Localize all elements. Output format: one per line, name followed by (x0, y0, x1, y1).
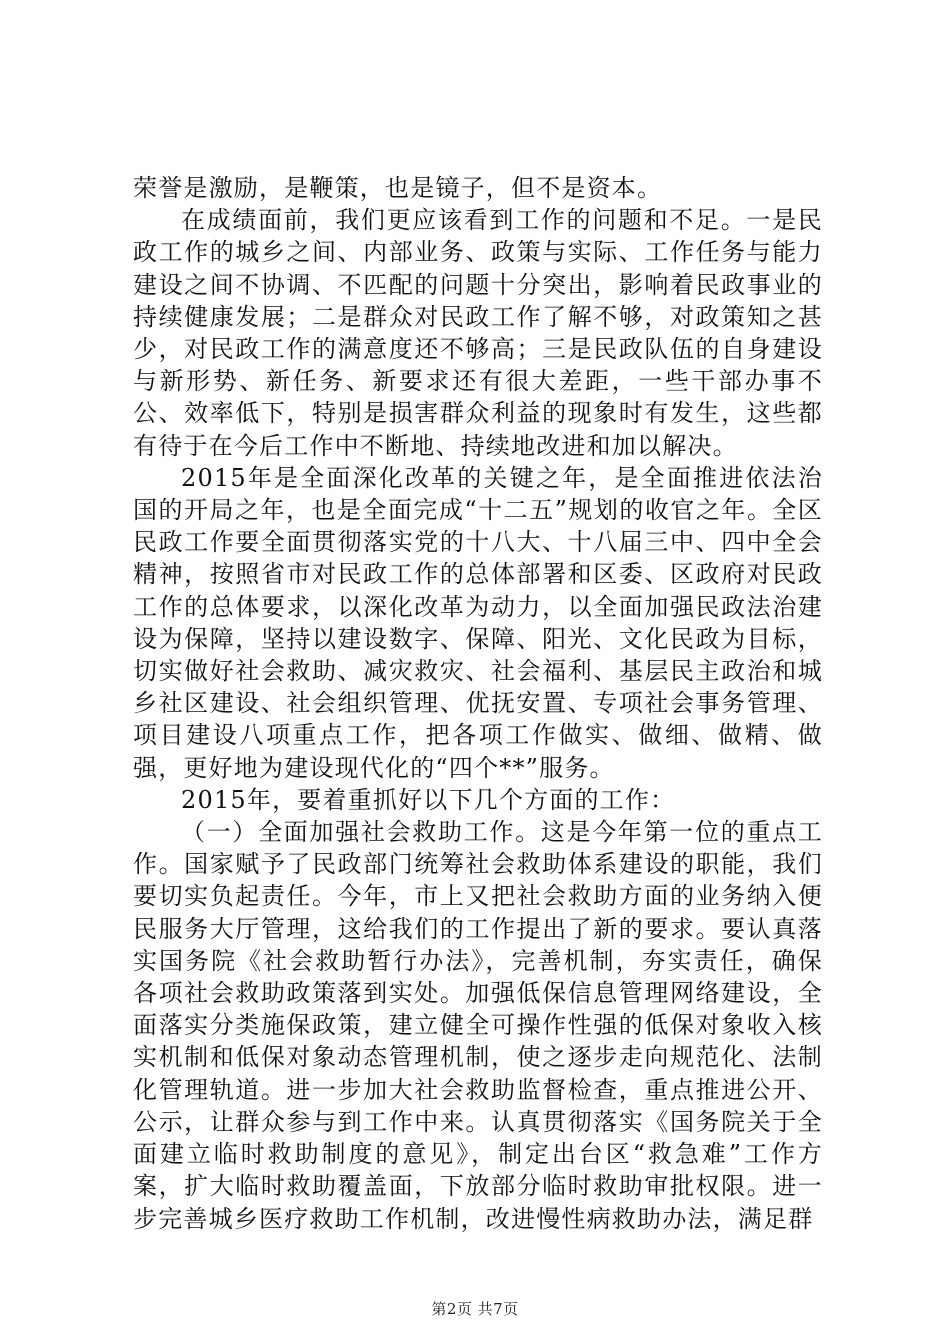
paragraph-2: 在成绩面前，我们更应该看到工作的问题和不足。一是民政工作的城乡之间、内部业务、政策与实际、工作任务与能力建设之间不协调、不匹配的问题十分突出，影响着民政事业的持续健康发展；二是群众对民政工作了解不够，对政策知之甚少，对民政工作的满意度还不够高；三是民政队伍的自身建设与新形势、新任务、新要求还有很大差距，一些干部办事不公、效率低下，特别是损害群众利益的现象时有发生，这些都有待于在今后工作中不断地、持续地改进和加以解决。 (133, 206, 823, 460)
paragraph-5: （一）全面加强社会救助工作。这是今年第一位的重点工作。国家赋予了民政部门统筹社会救助体系建设的职能，我们要切实负起责任。今年，市上又把社会救助方面的业务纳入便民服务大厅管理，这给我们的工作提出了新的要求。要认真落实国务院《社会救助暂行办法》，完善机制，夯实责任，确保各项社会救助政策落到实处。加强低保信息管理网络建设，全面落实分类施保政策，建立健全可操作性强的低保对象收入核实机制和低保对象动态管理机制，使之逐步走向规范化、法制化管理轨道。进一步加大社会救助监督检查，重点推进公开、公示，让群众参与到工作中来。认真贯彻落实《国务院关于全面建立临时救助制度的意见》，制定出台区“救急难”工作方案，扩大临时救助覆盖面，下放部分临时救助审批权限。进一步完善城乡医疗救助工作机制，改进慢性病救助办法，满足群 (133, 818, 823, 1233)
paragraph-4: 2015年，要着重抓好以下几个方面的工作： (181, 785, 676, 814)
paragraph-3: 2015年是全面深化改革的关键之年，是全面推进依法治国的开局之年，也是全面完成“十二五”规划的收官之年。全区民政工作要全面贯彻落实党的十八大、十八届三中、四中全会精神，按照省市对民政工作的总体部署和区委、区政府对民政工作的总体要求，以深化改革为动力，以全面加强民政法治建设为保障，坚持以建设数字、保障、阳光、文化民政为目标，切实做好社会救助、减灾救灾、社会福利、基层民主政治和城乡社区建设、社会组织管理、优抚安置、专项社会事务管理、项目建设八项重点工作，把各项工作做实、做细、做精、做强，更好地为建设现代化的“四个**”服务。 (133, 463, 823, 782)
paragraph-1: 荣誉是激励，是鞭策，也是镜子，但不是资本。 (133, 174, 663, 202)
page-number-footer: 第2页 共7页 (431, 1300, 519, 1318)
document-body (133, 172, 823, 1235)
